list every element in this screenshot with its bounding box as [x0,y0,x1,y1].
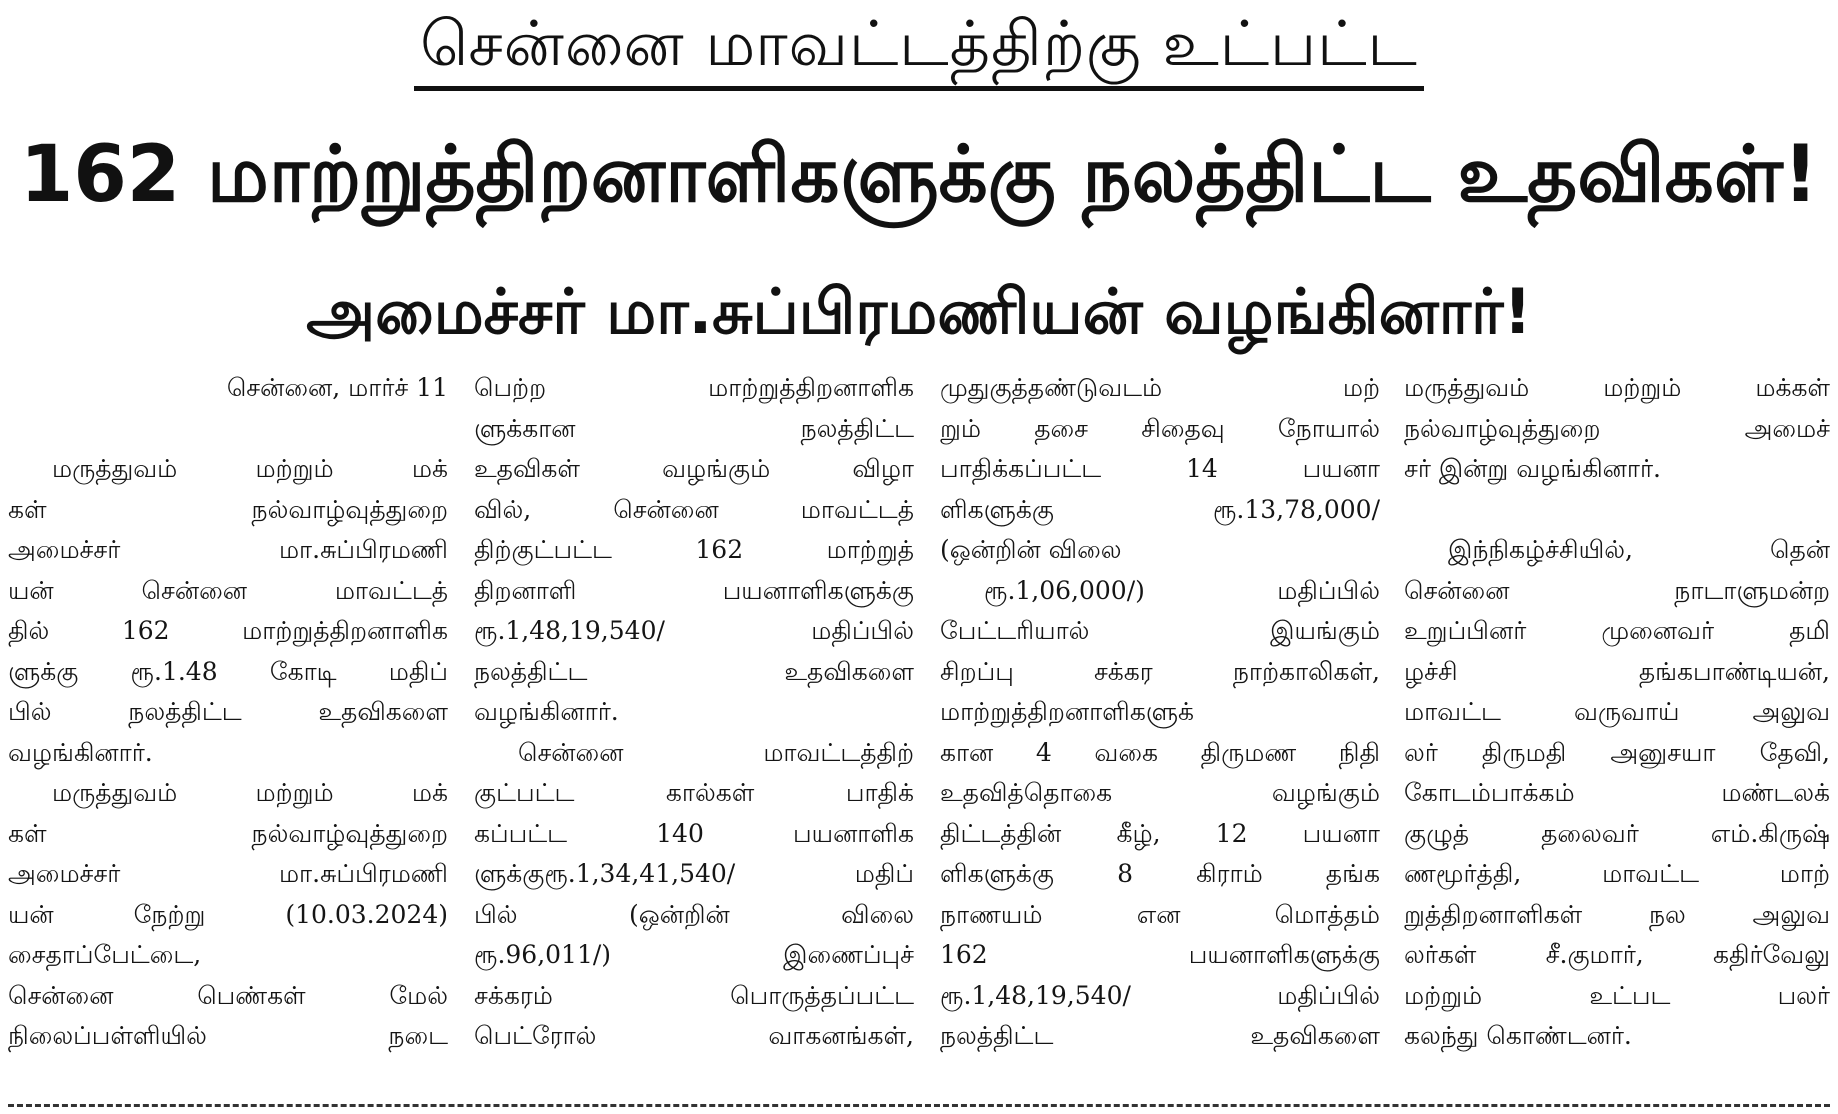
text-line: ளுக்கு ரூ.1.48 கோடி மதிப் [8,656,448,686]
text-line: வில், சென்னை மாவட்டத் [474,494,914,524]
text-line: ரூ.1,48,19,540/ மதிப்பில் [940,980,1380,1010]
text-line: ரூ.1,48,19,540/ மதிப்பில் [474,616,914,645]
text-line: திறனாளி பயனாளிகளுக்கு [474,575,914,605]
text-line: றும் தசை சிதைவு நோயால் [940,413,1380,443]
text-line: பில் (ஒன்றின் விலை [474,899,914,929]
text-line: மற்றும் உட்பட பலர் [1404,980,1830,1010]
text-line: உதவிகள் வழங்கும் விழா [474,454,914,483]
dateline: சென்னை, மார்ச் 11 [226,373,448,402]
kicker-bar [0,0,1838,96]
text-line: கள் நல்வாழ்வுத்துறை [8,494,448,524]
text-line: திட்டத்தின் கீழ், 12 பயனா [940,818,1380,848]
text-line: (ஒன்றின் விலை [940,535,1122,564]
text-line: ளிகளுக்கு ரூ.13,78,000/ [940,494,1380,524]
text-line: உதவித்தொகை வழங்கும் [940,778,1380,807]
text-line: லர் திருமதி அனுசயா தேவி, [1404,737,1830,767]
text-line: நலத்திட்ட உதவிகளை [474,656,914,686]
text-line: பாதிக்கப்பட்ட 14 பயனா [940,454,1380,483]
text-line: சென்னை பெண்கள் மேல் [8,980,448,1010]
text-line: லர்கள் சீ.குமார், கதிர்வேலு [1404,940,1830,969]
column-2 [474,368,914,1093]
text-line: ணமூர்த்தி, மாவட்ட மாற் [1404,859,1830,888]
text-line: கள் நல்வாழ்வுத்துறை [8,818,448,848]
text-line: கோடம்பாக்கம் மண்டலக் [1404,778,1830,807]
text-line: ரூ.1,06,000/) மதிப்பில் [984,575,1380,605]
text-line: நாணயம் என மொத்தம் [940,899,1380,929]
text-line: மருத்துவம் மற்றும் மக் [52,454,448,483]
text-line: ளிகளுக்கு 8 கிராம் தங்க [940,859,1380,888]
bottom-dashed-divider [8,1104,1830,1107]
text-line: தில் 162 மாற்றுத்திறனாளிக [8,616,448,645]
text-line: நலத்திட்ட உதவிகளை [940,1021,1380,1050]
text-line: நிலைப்பள்ளியில் நடை [8,1021,448,1050]
paragraph-gap [1404,490,1830,531]
paragraph-gap [8,409,448,450]
subheadline: அமைச்சர் மா.சுப்பிரமணியன் வழங்கினார்! [306,275,1532,348]
text-line: மருத்துவம் மற்றும் மக் [52,778,448,807]
text-line: அமைச்சர் மா.சுப்பிரமணி [8,535,448,564]
text-line: சிறப்பு சக்கர நாற்காலிகள், [940,656,1380,686]
column-4 [1404,368,1830,1093]
text-line: யன் சென்னை மாவட்டத் [8,575,448,605]
text-line: யன் நேற்று (10.03.2024) [8,899,448,929]
column-3 [940,368,1380,1093]
text-line: றுத்திறனாளிகள் நல அலுவ [1404,899,1830,929]
article-body [0,368,1838,1093]
text-line: சர் இன்று வழங்கினார். [1404,454,1661,483]
text-line: கான 4 வகை திருமண நிதி [940,737,1380,767]
text-line: மருத்துவம் மற்றும் மக்கள் [1404,373,1830,402]
text-line: திற்குட்பட்ட 162 மாற்றுத் [474,535,914,564]
text-line: வழங்கினார். [474,697,619,726]
text-line: குழுத் தலைவர் எம்.கிருஷ் [1404,818,1830,848]
text-line: இந்நிகழ்ச்சியில், தென் [1448,535,1830,564]
text-line: கலந்து கொண்டனர். [1404,1021,1632,1050]
column-1 [8,368,448,1093]
kicker-text: சென்னை மாவட்டத்திற்கு உட்பட்ட [414,2,1424,91]
text-line: ளுக்குரூ.1,34,41,540/ மதிப் [474,859,914,888]
text-line: ரூ.96,011/) இணைப்புச் [474,940,914,969]
text-line: உறுப்பினர் முனைவர் தமி [1404,616,1830,645]
text-line: குட்பட்ட கால்கள் பாதிக் [474,778,914,807]
text-line: சென்னை நாடாளுமன்ற [1404,575,1830,605]
text-line: வழங்கினார். [8,737,153,767]
text-line: சக்கரம் பொருத்தப்பட்ட [474,980,914,1010]
text-line: பேட்டரியால் இயங்கும் [940,616,1380,645]
text-line: முதுகுத்தண்டுவடம் மற் [940,373,1380,402]
text-line: ளுக்கான நலத்திட்ட [474,413,914,443]
text-line: அமைச்சர் மா.சுப்பிரமணி [8,859,448,888]
text-line: மாற்றுத்திறனாளிகளுக் [940,697,1195,726]
text-line: சென்னை மாவட்டத்திற் [518,737,914,767]
text-line: பில் நலத்திட்ட உதவிகளை [8,697,448,726]
text-line: ழச்சி தங்கபாண்டியன், [1404,656,1830,686]
text-line: கப்பட்ட 140 பயனாளிக [474,818,914,848]
text-line: மாவட்ட வருவாய் அலுவ [1404,697,1830,726]
text-line: 162 பயனாளிகளுக்கு [940,940,1380,969]
text-line: சைதாப்பேட்டை, [8,940,202,969]
text-line: பெட்ரோல் வாகனங்கள், [474,1021,914,1050]
text-line: நல்வாழ்வுத்துறை அமைச் [1404,413,1830,443]
headline: 162 மாற்றுத்திறனாளிகளுக்கு நலத்திட்ட உதவிகள்! [19,130,1819,220]
text-line: பெற்ற மாற்றுத்திறனாளிக [474,373,914,402]
